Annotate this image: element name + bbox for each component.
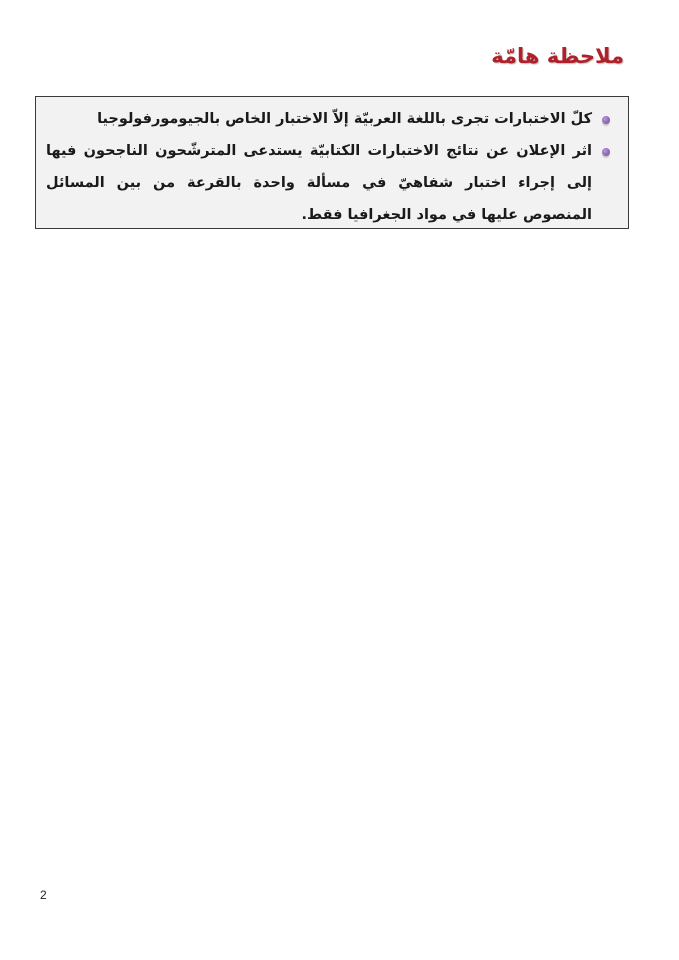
page-title: ملاحظة هامّة	[491, 44, 624, 68]
note-text: كلّ الاختبارات تجرى باللغة العربيّة إلاّ الاختبار الخاص بالجيومورفولوجيا	[97, 111, 592, 127]
important-notes-box	[35, 96, 629, 229]
bullet-dot-icon	[602, 116, 610, 124]
page-number: 2	[40, 888, 47, 902]
bullet-dot-icon	[602, 148, 610, 156]
list-item	[46, 103, 614, 135]
list-item	[46, 135, 614, 231]
notes-list	[46, 103, 614, 231]
note-text: اثر الإعلان عن نتائج الاختبارات الكتابيّة يستدعى المترشّحون الناجحون فيها إلى إجراء اختبار شفاهيّ في مسألة واحدة بالقرعة من بين المسائل المنصوص عليها في مواد الجغرافيا فقط.	[46, 143, 592, 223]
